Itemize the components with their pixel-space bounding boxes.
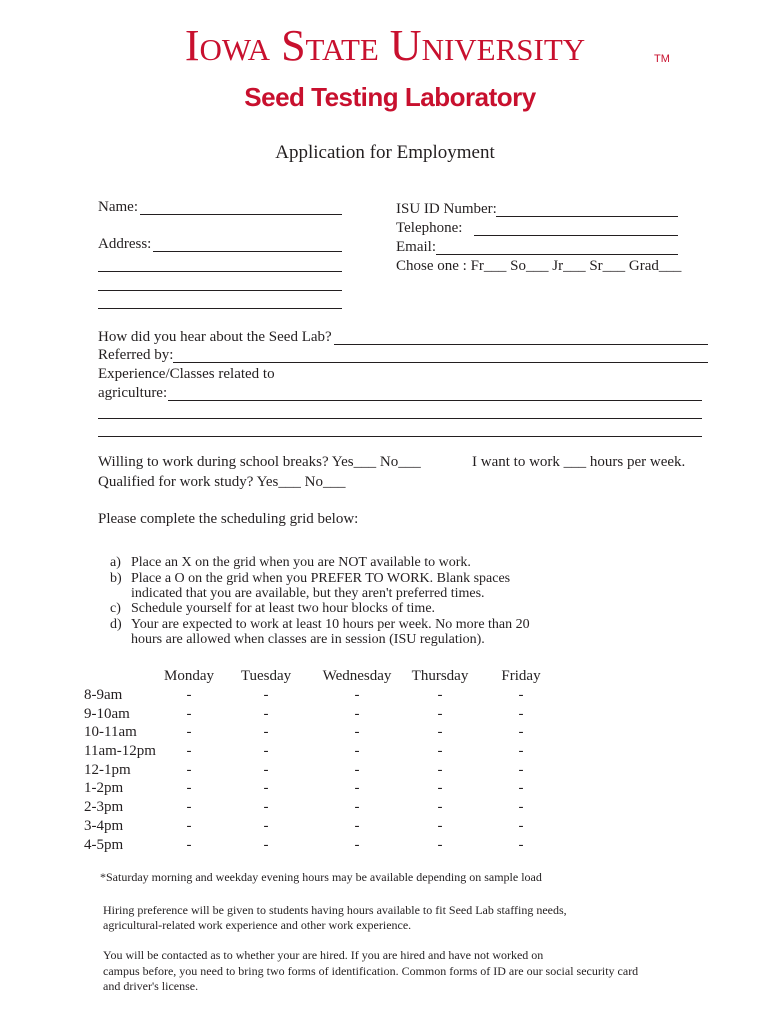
university-logo-text: Iowa State University [184, 21, 586, 70]
schedule-cell[interactable]: - [437, 799, 443, 815]
instruction-text: Place an X on the grid when you are NOT available to work. [131, 555, 471, 570]
day-header: Friday [501, 668, 541, 684]
schedule-cell[interactable]: - [437, 724, 443, 740]
instruction-text: Schedule yourself for at least two hour blocks of time. [131, 601, 436, 616]
email-field[interactable] [436, 254, 678, 255]
schedule-cell[interactable]: - [186, 799, 192, 815]
lab-name: Seed Testing Laboratory [244, 82, 536, 112]
time-slot-label: 4-5pm [84, 837, 124, 853]
experience-field-line-1[interactable] [168, 400, 702, 401]
schedule-cell[interactable]: - [518, 724, 524, 740]
form-title: Application for Employment [275, 142, 495, 163]
address-field-line-1[interactable] [153, 251, 342, 252]
schedule-cell[interactable]: - [354, 818, 360, 834]
telephone-label: Telephone: [396, 220, 463, 236]
schedule-cell[interactable]: - [354, 837, 360, 853]
schedule-cell[interactable]: - [518, 799, 524, 815]
hiring-note-line-1: Hiring preference will be given to students having hours available to fit Seed Lab staffing needs, [103, 903, 567, 917]
schedule-cell[interactable]: - [354, 706, 360, 722]
schedule-cell[interactable]: - [263, 743, 269, 759]
day-header: Tuesday [240, 668, 292, 684]
schedule-cell[interactable]: - [263, 687, 269, 703]
time-slot-label: 11am-12pm [84, 743, 156, 759]
trademark-mark: TM [654, 53, 670, 65]
schedule-cell[interactable]: - [518, 706, 524, 722]
schedule-cell[interactable]: - [186, 780, 192, 796]
schedule-cell[interactable]: - [186, 762, 192, 778]
day-header: Thursday [411, 668, 469, 684]
instruction-marker: a) [110, 555, 121, 570]
schedule-cell[interactable]: - [186, 724, 192, 740]
agriculture-label: agriculture: [98, 385, 168, 401]
schedule-cell[interactable]: - [354, 762, 360, 778]
schedule-cell[interactable]: - [518, 687, 524, 703]
name-label: Name: [98, 199, 138, 215]
instruction-text: Place a O on the grid when you PREFER TO WORK. Blank spaces [131, 571, 511, 586]
contact-note-line-2: campus before, you need to bring two forms of identification. Common forms of ID are our social security card [103, 964, 639, 978]
instruction-marker: d) [110, 617, 122, 632]
schedule-cell[interactable]: - [518, 762, 524, 778]
time-slot-label: 1-2pm [84, 780, 124, 796]
saturday-note: *Saturday morning and weekday evening hours may be available depending on sample load [100, 870, 542, 884]
contact-note-line-1: You will be contacted as to whether your are hired. If you are hired and have not worked on [103, 948, 544, 962]
schedule-cell[interactable]: - [263, 780, 269, 796]
instruction-text: indicated that you are available, but they aren't preferred times. [131, 586, 485, 601]
schedule-cell[interactable]: - [186, 743, 192, 759]
schedule-cell[interactable]: - [518, 818, 524, 834]
referred-by-label: Referred by: [98, 347, 174, 363]
contact-note-line-3: and driver's license. [103, 979, 199, 993]
schedule-cell[interactable]: - [437, 687, 443, 703]
schedule-cell[interactable]: - [518, 837, 524, 853]
schedule-cell[interactable]: - [437, 818, 443, 834]
instruction-marker: b) [110, 571, 122, 586]
class-year-choice[interactable]: Chose one : Fr___ So___ Jr___ Sr___ Grad___ [396, 258, 682, 274]
time-slot-label: 9-10am [84, 706, 130, 722]
instruction-text: hours are allowed when classes are in session (ISU regulation). [131, 632, 485, 647]
school-breaks-question[interactable]: Willing to work during school breaks? Yes___ No___ [98, 454, 421, 470]
hear-about-field[interactable] [334, 344, 708, 345]
instruction-marker: c) [110, 601, 121, 616]
grid-intro: Please complete the scheduling grid below: [98, 511, 359, 527]
experience-label: Experience/Classes related to [98, 366, 275, 382]
schedule-cell[interactable]: - [263, 799, 269, 815]
schedule-cell[interactable]: - [186, 818, 192, 834]
time-slot-label: 12-1pm [84, 762, 131, 778]
isu-id-label: ISU ID Number: [396, 201, 497, 217]
work-study-question[interactable]: Qualified for work study? Yes___ No___ [98, 474, 346, 490]
schedule-cell[interactable]: - [437, 743, 443, 759]
address-field-line-3[interactable] [98, 290, 342, 291]
name-field[interactable] [140, 214, 342, 215]
schedule-cell[interactable]: - [354, 724, 360, 740]
hear-about-label: How did you hear about the Seed Lab? [98, 329, 332, 345]
address-label: Address: [98, 236, 152, 252]
experience-field-line-2[interactable] [98, 418, 702, 419]
schedule-cell[interactable]: - [354, 799, 360, 815]
schedule-cell[interactable]: - [263, 837, 269, 853]
day-header: Wednesday [322, 668, 392, 684]
instruction-text: Your are expected to work at least 10 hours per week. No more than 20 [131, 617, 530, 632]
schedule-cell[interactable]: - [437, 780, 443, 796]
hours-per-week-question[interactable]: I want to work ___ hours per week. [472, 454, 686, 470]
schedule-cell[interactable]: - [186, 687, 192, 703]
schedule-cell[interactable]: - [437, 706, 443, 722]
schedule-cell[interactable]: - [186, 706, 192, 722]
schedule-cell[interactable]: - [263, 706, 269, 722]
isu-id-field[interactable] [496, 216, 678, 217]
day-header: Monday [164, 668, 214, 684]
time-slot-label: 3-4pm [84, 818, 124, 834]
time-slot-label: 10-11am [84, 724, 137, 740]
address-field-line-4[interactable] [98, 308, 342, 309]
schedule-cell[interactable]: - [263, 762, 269, 778]
schedule-cell[interactable]: - [354, 687, 360, 703]
schedule-cell[interactable]: - [354, 780, 360, 796]
schedule-cell[interactable]: - [437, 762, 443, 778]
address-field-line-2[interactable] [98, 271, 342, 272]
schedule-cell[interactable]: - [263, 818, 269, 834]
schedule-cell[interactable]: - [518, 743, 524, 759]
time-slot-label: 2-3pm [84, 799, 124, 815]
schedule-cell[interactable]: - [518, 780, 524, 796]
schedule-cell[interactable]: - [186, 837, 192, 853]
time-slot-label: 8-9am [84, 687, 123, 703]
schedule-cell[interactable]: - [354, 743, 360, 759]
telephone-field[interactable] [474, 235, 678, 236]
schedule-cell[interactable]: - [437, 837, 443, 853]
hiring-note-line-2: agricultural-related work experience and other work experience. [103, 918, 412, 932]
schedule-cell[interactable]: - [263, 724, 269, 740]
email-label: Email: [396, 239, 436, 255]
referred-by-field[interactable] [173, 362, 708, 363]
experience-field-line-3[interactable] [98, 436, 702, 437]
